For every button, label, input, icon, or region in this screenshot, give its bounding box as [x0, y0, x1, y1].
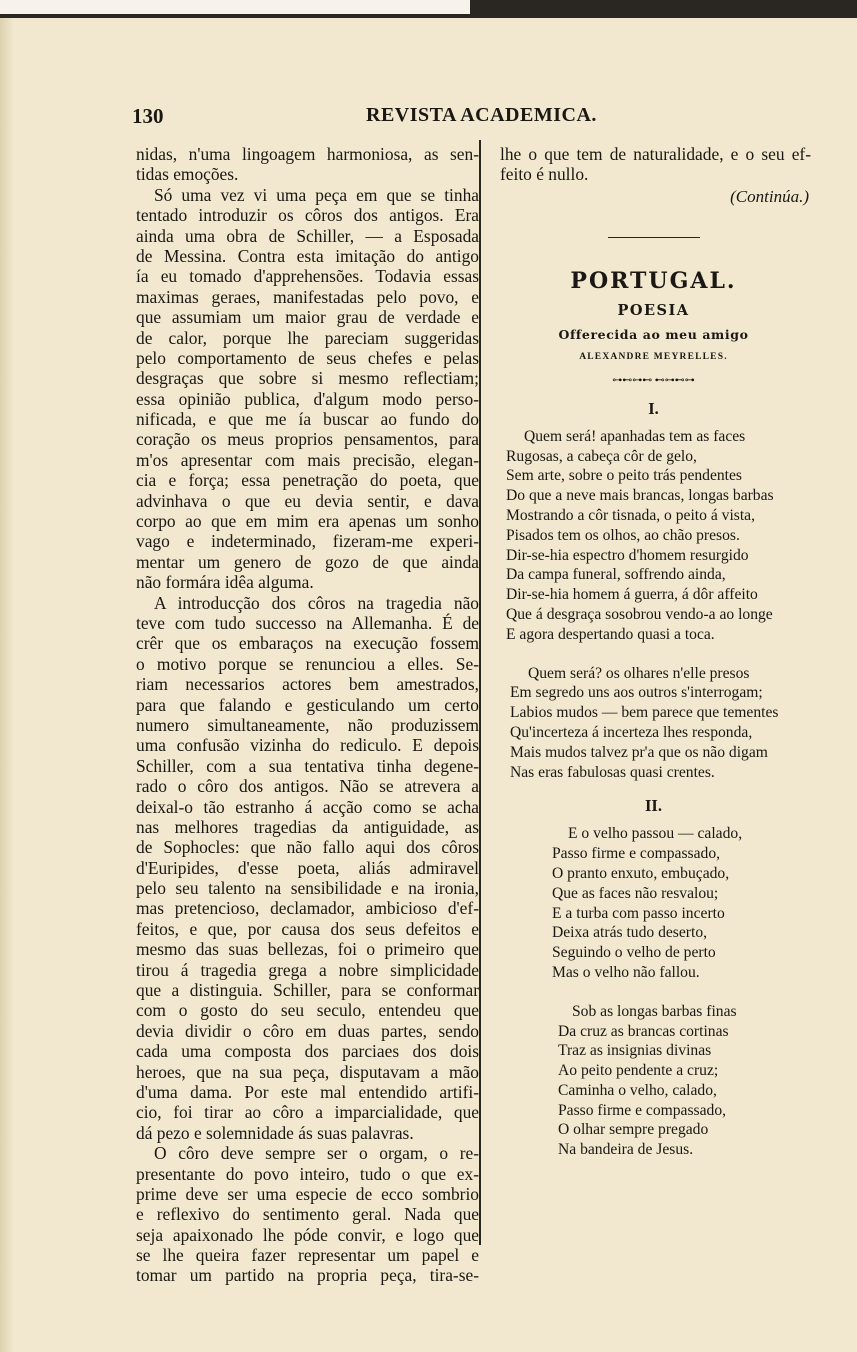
- prose-line: feitos, e que, por causa dos seus defeitos e: [136, 918, 479, 939]
- prose-line: O côro deve sempre ser o orgam, o re-: [154, 1143, 479, 1164]
- prose-line: nificada, e que me ía buscar ao fundo do: [136, 409, 479, 430]
- part-one-stanza-two: [496, 664, 811, 783]
- running-title: REVISTA ACADEMICA.: [366, 104, 597, 126]
- prose-line: feito é nullo.: [500, 164, 589, 185]
- poem-verse-line: Qu'incerteza á incerteza lhes responda,: [510, 723, 753, 741]
- prose-line: mesmo das suas bellezas, foi o primeiro que: [136, 939, 479, 960]
- section-separator-rule: [608, 237, 700, 238]
- prose-line: prime deve ser uma especie de ecco sombrio: [136, 1183, 479, 1204]
- poem-verse-line: Que as faces não resvalou;: [552, 884, 719, 902]
- part-two-stanza-two: [496, 1002, 811, 1160]
- prose-line: seja apaixonado lhe póde convir, e logo que: [136, 1224, 479, 1245]
- part-two-numeral: II.: [645, 796, 662, 816]
- prose-line: Schiller, com a sua tentativa tinha degene-: [136, 755, 479, 776]
- poem-verse-line: E o velho passou — calado,: [568, 825, 743, 843]
- poem-verse-line: Deixa atrás tudo deserto,: [552, 924, 708, 942]
- poem-verse-line: O pranto enxuto, embuçado,: [552, 864, 730, 882]
- prose-line: numero simultaneamente, não produzissem: [136, 714, 479, 735]
- prose-line: de calor, porque lhe pareciam suggeridas: [136, 327, 479, 348]
- section-title: PORTUGAL.: [570, 267, 737, 294]
- poem-verse-line: E agora despertando quasi a toca.: [506, 625, 715, 643]
- poem-verse-line: Caminha o velho, calado,: [558, 1081, 717, 1099]
- prose-line: dá pezo e solemnidade ás suas palavras.: [136, 1122, 414, 1143]
- decorative-ornament: ⊶⊷⊶⊷ ⊷⊶⊷⊶: [612, 374, 695, 386]
- prose-line: advinhava o que eu devia sentir, e dava: [136, 490, 479, 511]
- prose-line: tomar um partido na propria peça, tira-se-: [136, 1265, 479, 1286]
- prose-line: mas pretencioso, declamador, ambicioso d'ef-: [136, 898, 479, 919]
- poem-verse-line: Dir-se-hia espectro d'homem resurgido: [506, 546, 749, 564]
- right-column: [496, 144, 811, 1160]
- prose-line: pelo seu talento na sensibilidade e na ironia,: [136, 878, 479, 899]
- prose-line: deixal-o tão estranho á acção como se acha: [136, 796, 479, 817]
- prose-line: lhe o que tem de naturalidade, e o seu ef-: [500, 144, 811, 164]
- page-binding-edge: [0, 18, 14, 1352]
- column-divider: [479, 140, 481, 1245]
- poem-verse-line: Que á desgraça sosobrou vendo-a ao longe: [506, 605, 773, 623]
- page-header: [128, 104, 818, 134]
- prose-line: maximas geraes, manifestadas pelo povo, e: [136, 286, 479, 307]
- poem-verse-line: Em segredo uns aos outros s'interrogam;: [510, 684, 763, 702]
- part-two-stanza-one: [496, 824, 811, 982]
- prose-line: para que falando e gesticulando um certo: [136, 694, 479, 715]
- poem-verse-line: Pisados tem os olhos, ao chão presos.: [506, 526, 740, 544]
- poem-verse-line: Seguindo o velho de perto: [552, 944, 716, 962]
- prose-line: coração os meus proprios pensamentos, para: [136, 429, 479, 450]
- prose-line: vago e indeterminado, fizeram-me experi-: [136, 531, 479, 552]
- poem-verse-line: Do que a neve mais brancas, longas barbas: [506, 487, 774, 505]
- poem-verse-line: Sob as longas barbas finas: [572, 1002, 737, 1020]
- poem-verse-line: Quem será? os olhares n'elle presos: [528, 664, 750, 682]
- poem-verse-line: Da cruz as brancas cortinas: [558, 1022, 729, 1040]
- poem-verse-line: Mas o velho não fallou.: [552, 963, 700, 981]
- prose-line: Só uma vez vi uma peça em que se tinha: [154, 184, 479, 205]
- prose-line: corpo ao que em mim era apenas um sonho: [136, 511, 479, 532]
- poem-verse-line: Rugosas, a cabeça côr de gelo,: [506, 447, 697, 465]
- poem-verse-line: Passo firme e compassado,: [558, 1101, 727, 1119]
- prose-line: ía eu tomado d'apprehensões. Todavia essas: [136, 266, 479, 287]
- poem-verse-line: Ao peito pendente a cruz;: [558, 1062, 719, 1080]
- part-one-stanza-one: [496, 427, 811, 645]
- left-column-prose: [136, 144, 479, 1286]
- prose-line: d'uma dama. Por este mal entendido artifi-: [136, 1081, 479, 1102]
- prose-line: desgraças que sobre si mesmo reflectiam;: [136, 368, 479, 389]
- prose-line: o motivo porque se renunciou a elles. Se-: [136, 653, 479, 674]
- prose-line: riam necessarios actores bem amestrados,: [136, 674, 479, 695]
- poem-verse-line: Sem arte, sobre o peito trás pendentes: [506, 467, 743, 485]
- poem-verse-line: Dir-se-hia homem á guerra, á dôr affeito: [506, 586, 758, 604]
- prose-line: que assumiam um maior grau de verdade e: [136, 307, 479, 328]
- prose-line: presentante do povo inteiro, tudo o que ex-: [136, 1163, 479, 1184]
- prose-line: cia e força; essa penetração do poeta, que: [136, 470, 479, 491]
- prose-line: e reflexivo do sentimento geral. Nada que: [136, 1204, 479, 1225]
- prose-line: se lhe queira fazer representar um papel e: [136, 1245, 479, 1266]
- poem-dedication: Offerecida ao meu amigo: [558, 326, 749, 342]
- poem-verse-line: Passo firme e compassado,: [552, 845, 721, 863]
- poem-verse-line: Quem será! apanhadas tem as faces: [524, 427, 746, 445]
- poem-verse-line: Na bandeira de Jesus.: [558, 1141, 694, 1159]
- prose-line: não formára idêa alguma.: [136, 572, 314, 593]
- poem-verse-line: Mostrando a côr tisnada, o peito á vista,: [506, 506, 756, 524]
- dedicatee-name: ALEXANDRE MEYRELLES.: [579, 351, 728, 362]
- prose-line: devia dividir o côro em duas partes, sendo: [136, 1020, 479, 1041]
- prose-line: uma confusão vizinha do rediculo. E depois: [136, 735, 479, 756]
- prose-line: rado o côro dos antigos. Não se atrevera a: [136, 776, 479, 797]
- prose-line: nidas, n'uma lingoagem harmoniosa, as sen-: [136, 144, 479, 164]
- poem-verse-line: O olhar sempre pregado: [558, 1121, 709, 1139]
- prose-line: mentar um genero de gozo de que ainda: [136, 551, 479, 572]
- prose-line: m'os apresentar com mais precisão, elegan-: [136, 449, 479, 470]
- prose-line: de Messina. Contra esta imitação do antigo: [136, 245, 479, 266]
- prose-line: crêr que os embaraços na execução fossem: [136, 633, 479, 654]
- poem-verse-line: Mais mudos talvez pr'a que os não digam: [510, 743, 768, 761]
- poem-genre-heading: POESIA: [617, 301, 690, 319]
- poem-verse-line: Traz as insignias divinas: [558, 1042, 712, 1060]
- scan-top-margin: [0, 0, 470, 14]
- prose-line: de Sophocles: que não fallo aqui dos côros: [136, 837, 479, 858]
- prose-line: cada uma composta dos parciaes dos dois: [136, 1041, 479, 1062]
- poem-verse-line: Labios mudos — bem parece que tementes: [510, 704, 779, 722]
- page-number: 130: [132, 104, 164, 128]
- poem-verse-line: E a turba com passo incerto: [552, 904, 725, 922]
- prose-line: tirou á tragedia grega a nobre simplicidade: [136, 959, 479, 980]
- continua-note: (Continúa.): [730, 186, 809, 206]
- prose-line: que a distinguia. Schiller, para se conformar: [136, 980, 479, 1001]
- prose-line: essa opinião publica, d'algum modo perso-: [136, 388, 479, 409]
- poem-verse-line: Da campa funeral, soffrendo ainda,: [506, 566, 726, 584]
- prose-line: A introducção dos côros na tragedia não: [154, 592, 479, 613]
- poem-verse-line: Nas eras fabulosas quasi crentes.: [510, 763, 715, 781]
- prose-line: ainda uma obra de Schiller, — a Esposada: [136, 225, 479, 246]
- prose-line: tidas emoções.: [136, 164, 239, 185]
- prose-line: pelo comportamento de seus chefes e pelas: [136, 347, 479, 368]
- prose-line: teve com tudo successo na Allemanha. É de: [136, 612, 479, 633]
- prose-line: com o gosto do seu seculo, entendeu que: [136, 1000, 479, 1021]
- prose-line: d'Euripides, d'esse poeta, aliás admiravel: [136, 857, 479, 878]
- continued-prose: [496, 144, 811, 185]
- prose-line: tentado introduzir os côros dos antigos. Era: [136, 205, 479, 226]
- part-one-numeral: I.: [648, 398, 659, 418]
- prose-line: nas melhores tragedias da antiguidade, as: [136, 816, 479, 837]
- prose-line: cio, foi tirar ao côro a imparcialidade, que: [136, 1102, 479, 1123]
- prose-line: heroes, que na sua peça, disputavam a mão: [136, 1061, 479, 1082]
